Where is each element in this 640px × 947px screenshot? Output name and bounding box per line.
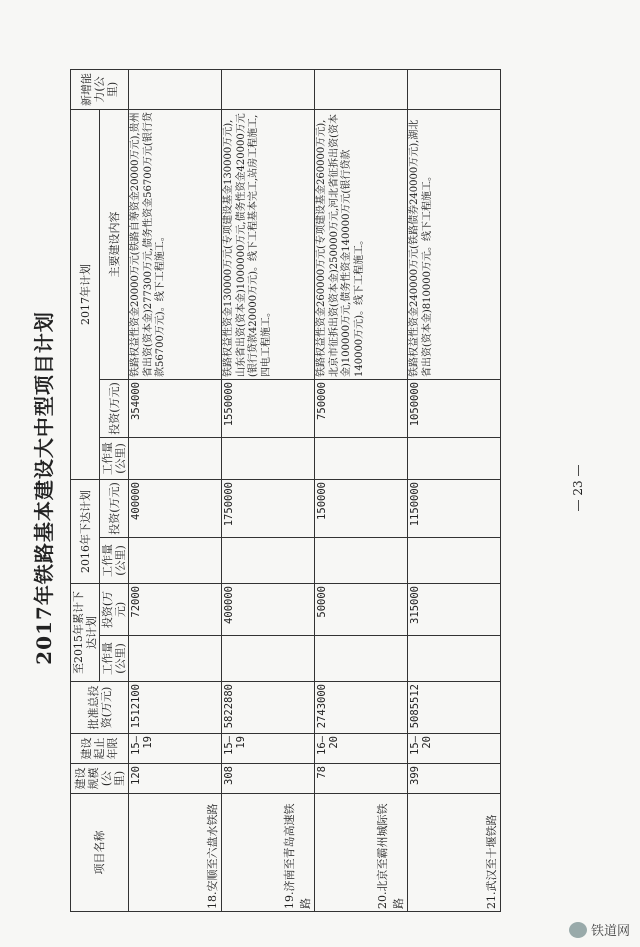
cell-years: 16–20 — [315, 734, 408, 764]
cell-content: 铁路权益性资金20000万元(铁路自筹资金20000万元),贵州省出资(资本金)277300万元,债务性资金56700万元(银行贷款56700万元)。线下工程施工。 — [129, 110, 222, 380]
rotated-sheet — [22, 52, 617, 924]
header-plan2017: 2017年计划 — [71, 110, 100, 480]
cell-2016-work — [129, 538, 222, 584]
cell-name: 21.武汉至十堰铁路 — [408, 794, 501, 912]
wechat-logo-icon — [569, 922, 587, 938]
cell-2017-invest: 1550000 — [222, 380, 315, 438]
cell-years: 15–19 — [222, 734, 315, 764]
header-new-capacity: 新增能力(公里) — [71, 70, 129, 110]
cell-cum2015-invest: 50000 — [315, 584, 408, 636]
header-content: 主要建设内容 — [100, 110, 129, 380]
cell-cum2015-work — [315, 636, 408, 682]
cell-years: 15–19 — [129, 734, 222, 764]
cell-cum2015-invest: 315000 — [408, 584, 501, 636]
table-row — [315, 70, 408, 912]
header-invest: 投资(万元) — [100, 584, 129, 636]
watermark-text: 铁道网 — [590, 924, 630, 939]
cell-cum2015-work — [222, 636, 315, 682]
cell-cum2015-invest: 400000 — [222, 584, 315, 636]
cell-cum2015-invest: 72000 — [129, 584, 222, 636]
document-title: 2017年铁路基本建设大中型项目计划 — [32, 311, 56, 665]
project-plan-table — [70, 69, 501, 912]
cell-content: 铁路权益性资金240000万元(铁路债券240000万元),湖北省出资(资本金)810000万元。线下工程施工。 — [408, 110, 501, 380]
cell-scale: 308 — [222, 764, 315, 794]
cell-new-capacity — [408, 70, 501, 110]
cell-cum2015-work — [408, 636, 501, 682]
header-scale: 建设规模(公里) — [71, 764, 129, 794]
cell-2017-work — [315, 438, 408, 480]
table-row — [129, 70, 222, 912]
table-row — [222, 70, 315, 912]
cell-content: 铁路权益性资金130000万元(专项建设基金130000万元),山东省出资(资本金)1000000万元,债务性资金420000万元(银行贷款420000万元)。线下工程基本完工,站房工程施工,四电工程施工。 — [222, 110, 315, 380]
header-workload: 工作量(公里) — [100, 636, 129, 682]
header-name: 项目名称 — [71, 794, 129, 912]
cell-total-invest: 5822880 — [222, 682, 315, 734]
cell-new-capacity — [222, 70, 315, 110]
cell-2017-work — [222, 438, 315, 480]
cell-2016-invest: 1750000 — [222, 480, 315, 538]
cell-scale: 120 — [129, 764, 222, 794]
header-workload: 工作量(公里) — [100, 538, 129, 584]
cell-2016-invest: 150000 — [315, 480, 408, 538]
cell-name: 20.北京至霸州城际铁路 — [315, 794, 408, 912]
header-total-invest: 批准总投资(万元) — [71, 682, 129, 734]
cell-2017-work — [129, 438, 222, 480]
cell-2016-work — [222, 538, 315, 584]
cell-scale: 78 — [315, 764, 408, 794]
cell-name: 19.济南至青岛高速铁路 — [222, 794, 315, 912]
cell-years: 15–20 — [408, 734, 501, 764]
cell-2017-work — [408, 438, 501, 480]
table-row — [408, 70, 501, 912]
header-years: 建设起止年限 — [71, 734, 129, 764]
cell-total-invest: 1512100 — [129, 682, 222, 734]
header-workload: 工作量(公里) — [100, 438, 129, 480]
cell-2017-invest: 750000 — [315, 380, 408, 438]
cell-scale: 399 — [408, 764, 501, 794]
header-invest: 投资(万元) — [100, 380, 129, 438]
cell-cum2015-work — [129, 636, 222, 682]
cell-2016-invest: 1150000 — [408, 480, 501, 538]
cell-2016-work — [408, 538, 501, 584]
cell-total-invest: 2743000 — [315, 682, 408, 734]
cell-content: 铁路权益性资金260000万元(专项建设基金260000万元),北京市征拆出资(资本金)250000万元,河北省征拆出资(资本金)100000万元,债务性资金140000万元(银行贷款140000万元)。线下工程施工。 — [315, 110, 408, 380]
cell-2016-invest: 400000 — [129, 480, 222, 538]
cell-new-capacity — [315, 70, 408, 110]
page-number: — 23 — — [571, 464, 585, 512]
cell-total-invest: 5085512 — [408, 682, 501, 734]
cell-2017-invest: 354000 — [129, 380, 222, 438]
cell-2017-invest: 1050000 — [408, 380, 501, 438]
header-cum2015: 至2015年累计下达计划 — [71, 584, 100, 682]
cell-name: 18.安顺至六盘水铁路 — [129, 794, 222, 912]
header-invest: 投资(万元) — [100, 480, 129, 538]
watermark — [569, 920, 630, 939]
cell-2016-work — [315, 538, 408, 584]
cell-new-capacity — [129, 70, 222, 110]
header-plan2016: 2016年下达计划 — [71, 480, 100, 584]
